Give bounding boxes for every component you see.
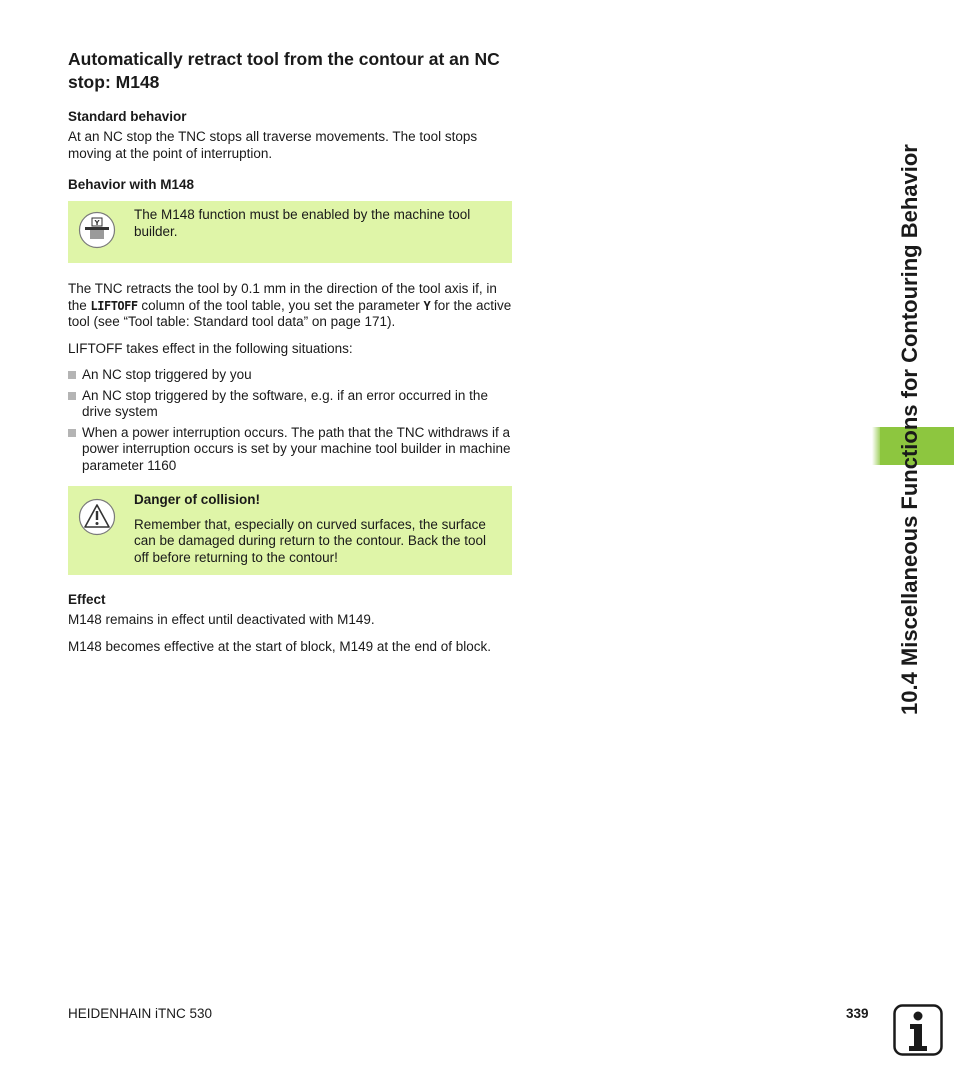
warning-box [68,486,512,575]
y-code: Y [423,298,431,313]
standard-behavior-heading: Standard behavior [68,109,187,124]
machine-builder-icon [78,211,116,249]
warning-text: Remember that, especially on curved surfaces, the surface can be damaged during return to the contour. Back the tool off before returning to the contour! [134,516,486,565]
effect-text-1: M148 remains in effect until deactivated with M149. [68,612,375,627]
retract-paragraph [68,281,512,331]
machine-icon-label: Y [94,219,100,227]
list-item: An NC stop triggered by you [68,367,512,384]
sidebar-chapter-text: 10.4 Miscellaneous Functions for Contouring Behavior [897,144,922,715]
page-number: 339 [846,1006,869,1021]
liftoff-intro: LIFTOFF takes effect in the following situations: [68,340,353,356]
behavior-m148-heading: Behavior with M148 [68,177,195,192]
bullet-square-icon [68,392,76,400]
machine-note-box [68,201,512,263]
warning-icon [78,498,116,536]
retract-text-1: The TNC retracts the tool by 0.1 mm in the direction of the tool axis if, in the [68,281,497,313]
retract-text-2: column of the tool table, you set the parameter [137,297,424,313]
footer-manual-name: HEIDENHAIN iTNC 530 [68,1006,213,1021]
situations-list [68,367,512,474]
list-item: An NC stop triggered by the software, e.g. if an error occurred in the drive system [68,388,512,421]
standard-behavior-text: At an NC stop the TNC stops all traverse movements. The tool stops moving at the point of interruption. [68,129,478,161]
page-heading: Automatically retract tool from the contour at an NC stop: M148 [68,49,500,92]
warning-title: Danger of collision! [134,492,261,507]
machine-note-text: The M148 function must be enabled by the machine tool builder. [134,207,471,239]
effect-heading: Effect [68,592,106,607]
list-item: When a power interruption occurs. The path that the TNC withdraws if a power interruption occurs is set by your machine tool builder in machine parameter 1160 [68,425,512,475]
page-content [68,48,512,665]
info-icon [893,1004,943,1056]
liftoff-code: LIFTOFF [90,298,138,313]
bullet-square-icon [68,371,76,379]
retract-text-3: for the active tool (see “Tool table: Standard tool data” on page 171). [68,297,512,329]
bullet-square-icon [68,429,76,437]
effect-text-2: M148 becomes effective at the start of block, M149 at the end of block. [68,638,491,654]
